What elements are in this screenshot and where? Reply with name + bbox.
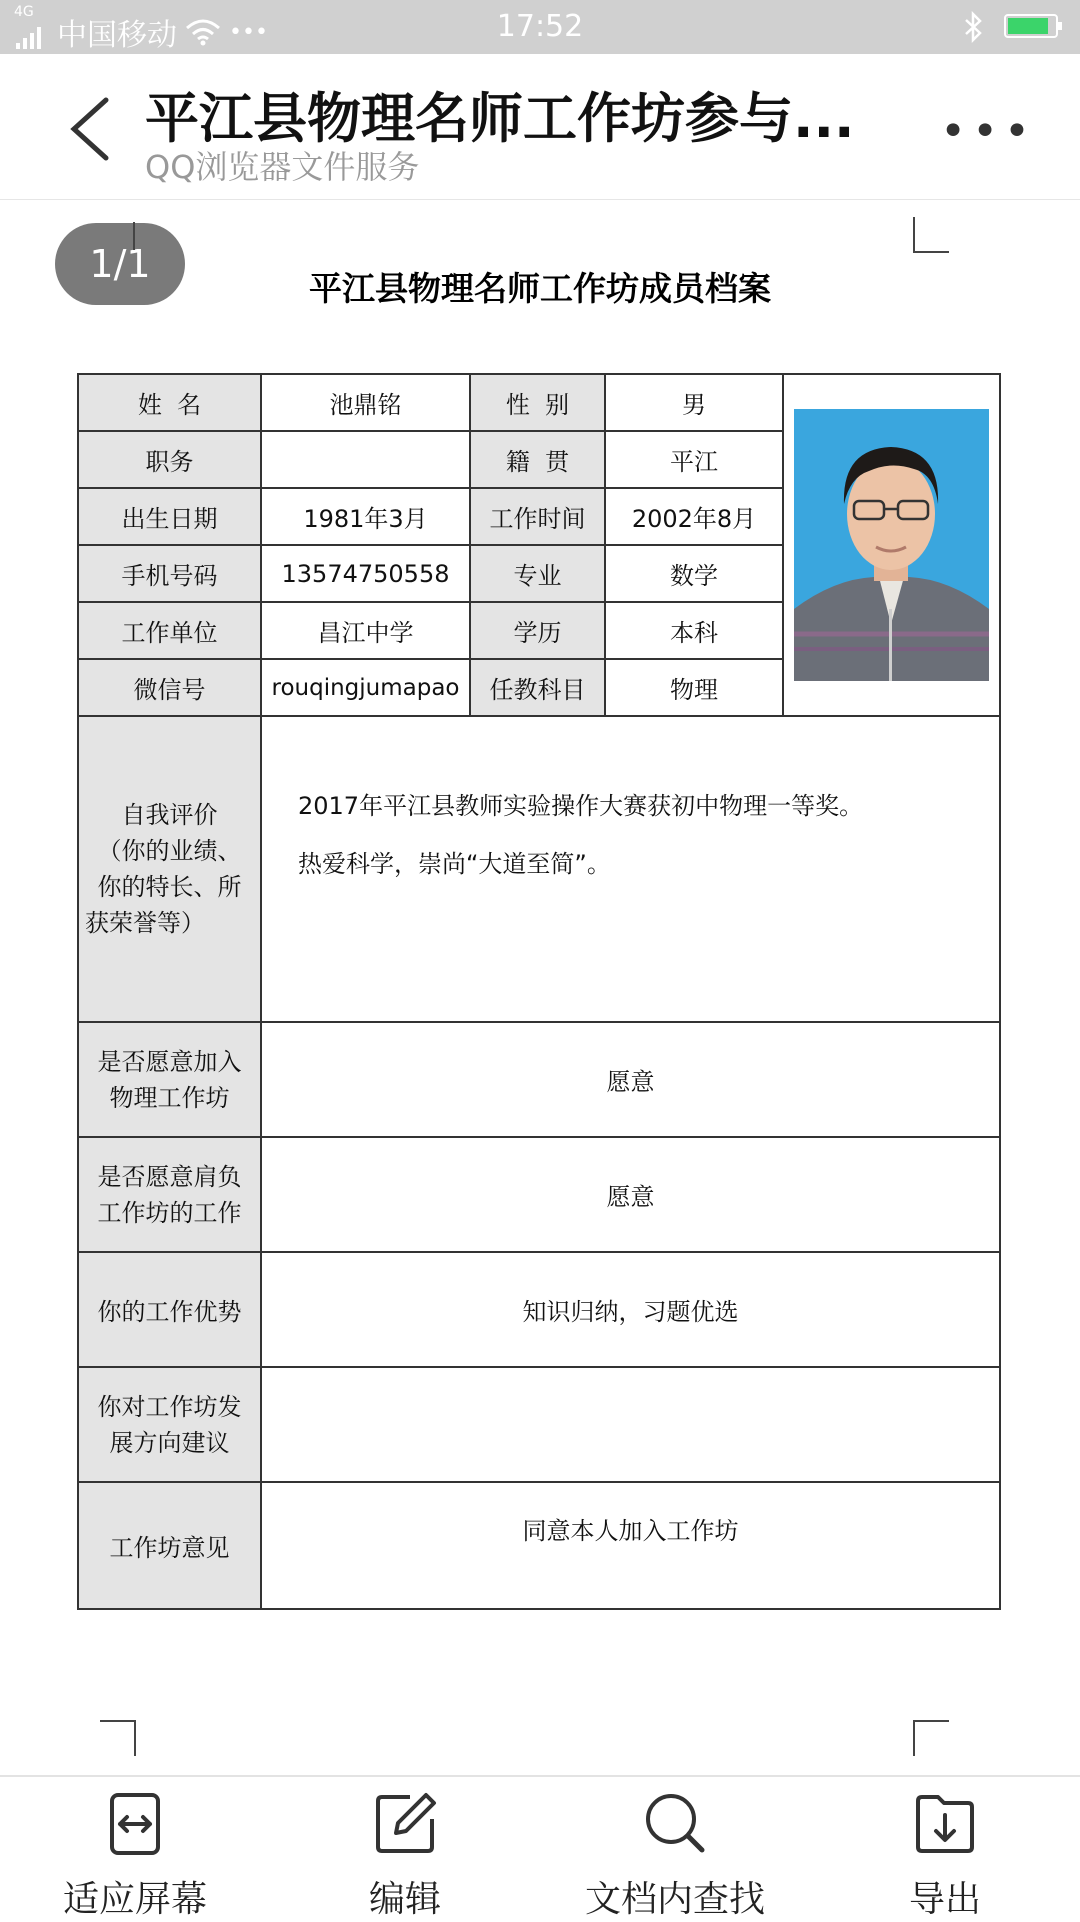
crop-mark bbox=[100, 1720, 136, 1756]
label-line: 你对工作坊发 bbox=[97, 1392, 242, 1421]
label-wechat: 微信号 bbox=[78, 659, 261, 716]
evaluation-line: 2017年平江县教师实验操作大赛获初中物理一等奖。 bbox=[298, 792, 864, 820]
status-bar bbox=[0, 0, 1080, 54]
portrait-photo bbox=[794, 409, 989, 681]
value-phone: 13574750558 bbox=[261, 545, 470, 602]
battery-icon bbox=[1004, 14, 1058, 38]
value-willing-join: 愿意 bbox=[261, 1022, 1000, 1137]
value-advantage: 知识归纳，习题优选 bbox=[261, 1252, 1000, 1367]
label-name: 姓 名 bbox=[78, 374, 261, 431]
value-work-start: 2002年8月 bbox=[605, 488, 783, 545]
crop-mark bbox=[133, 222, 135, 250]
edit-label: 编辑 bbox=[368, 1879, 441, 1920]
edit-button[interactable] bbox=[295, 1789, 515, 1922]
value-name: 池鼎铭 bbox=[261, 374, 470, 431]
value-major: 数学 bbox=[605, 545, 783, 602]
value-self-evaluation bbox=[261, 716, 1000, 1022]
label-line: 展方向建议 bbox=[109, 1428, 230, 1457]
document-viewer[interactable] bbox=[0, 200, 1080, 1775]
crop-mark bbox=[913, 1720, 949, 1756]
label-opinion: 工作坊意见 bbox=[78, 1482, 261, 1609]
value-suggestion bbox=[261, 1367, 1000, 1482]
value-gender: 男 bbox=[605, 374, 783, 431]
label-line: 获荣誉等） bbox=[85, 909, 205, 937]
label-line: 是否愿意肩负 bbox=[97, 1162, 242, 1191]
label-line: （你的业绩、 bbox=[97, 837, 242, 865]
label-position: 职务 bbox=[78, 431, 261, 488]
label-line: 自我评价 bbox=[121, 801, 218, 829]
label-line: 物理工作坊 bbox=[109, 1083, 230, 1112]
label-willing-join bbox=[78, 1022, 261, 1137]
label-phone: 手机号码 bbox=[78, 545, 261, 602]
clock: 17:52 bbox=[496, 9, 584, 44]
more-dots: ••• bbox=[229, 19, 268, 45]
fit-screen-label: 适应屏幕 bbox=[62, 1879, 207, 1920]
form-title: 平江县物理名师工作坊成员档案 bbox=[309, 269, 771, 308]
carrier-name: 中国移动 bbox=[57, 18, 177, 53]
more-menu-icon[interactable]: ••• bbox=[940, 106, 1036, 157]
app-header bbox=[0, 54, 1080, 201]
search-icon bbox=[640, 1789, 710, 1859]
value-willing-work: 愿意 bbox=[261, 1137, 1000, 1252]
label-line: 工作坊的工作 bbox=[97, 1198, 242, 1227]
value-opinion: 同意本人加入工作坊 bbox=[261, 1482, 1000, 1609]
photo-cell bbox=[783, 374, 1000, 716]
find-label: 文档内查找 bbox=[584, 1879, 765, 1920]
value-birth-date: 1981年3月 bbox=[261, 488, 470, 545]
export-label: 导出 bbox=[908, 1879, 981, 1920]
label-birth-date: 出生日期 bbox=[78, 488, 261, 545]
network-type: 4G bbox=[14, 4, 34, 20]
label-line: 是否愿意加入 bbox=[97, 1047, 242, 1076]
label-suggestion bbox=[78, 1367, 261, 1482]
value-subject: 物理 bbox=[605, 659, 783, 716]
value-native-place: 平江 bbox=[605, 431, 783, 488]
fit-screen-icon bbox=[100, 1789, 170, 1859]
value-wechat: rouqingjumapao bbox=[261, 659, 470, 716]
label-education: 学历 bbox=[470, 602, 605, 659]
value-position bbox=[261, 431, 470, 488]
service-subtitle: QQ浏览器文件服务 bbox=[145, 148, 420, 186]
export-folder-icon bbox=[910, 1789, 980, 1859]
label-native-place: 籍 贯 bbox=[470, 431, 605, 488]
page-indicator: 1/1 bbox=[55, 223, 185, 305]
label-willing-work bbox=[78, 1137, 261, 1252]
label-self-evaluation bbox=[78, 716, 261, 1022]
back-arrow-icon[interactable] bbox=[62, 94, 122, 164]
find-in-document-button[interactable] bbox=[565, 1789, 785, 1922]
value-education: 本科 bbox=[605, 602, 783, 659]
label-subject: 任教科目 bbox=[470, 659, 605, 716]
member-profile-table bbox=[77, 373, 1001, 1610]
fit-screen-button[interactable] bbox=[25, 1789, 245, 1922]
bluetooth-icon bbox=[962, 11, 986, 43]
label-major: 专业 bbox=[470, 545, 605, 602]
label-gender: 性 别 bbox=[470, 374, 605, 431]
crop-mark bbox=[913, 217, 949, 253]
label-work-start: 工作时间 bbox=[470, 488, 605, 545]
edit-icon bbox=[370, 1789, 440, 1859]
bottom-toolbar bbox=[0, 1775, 1080, 1922]
label-line: 你的特长、所 bbox=[97, 873, 242, 901]
label-advantage: 你的工作优势 bbox=[78, 1252, 261, 1367]
export-button[interactable] bbox=[835, 1789, 1055, 1922]
value-work-unit: 昌江中学 bbox=[261, 602, 470, 659]
evaluation-line: 热爱科学，崇尚“大道至简”。 bbox=[298, 850, 611, 878]
document-title: 平江县物理名师工作坊参与... bbox=[145, 87, 855, 150]
label-work-unit: 工作单位 bbox=[78, 602, 261, 659]
